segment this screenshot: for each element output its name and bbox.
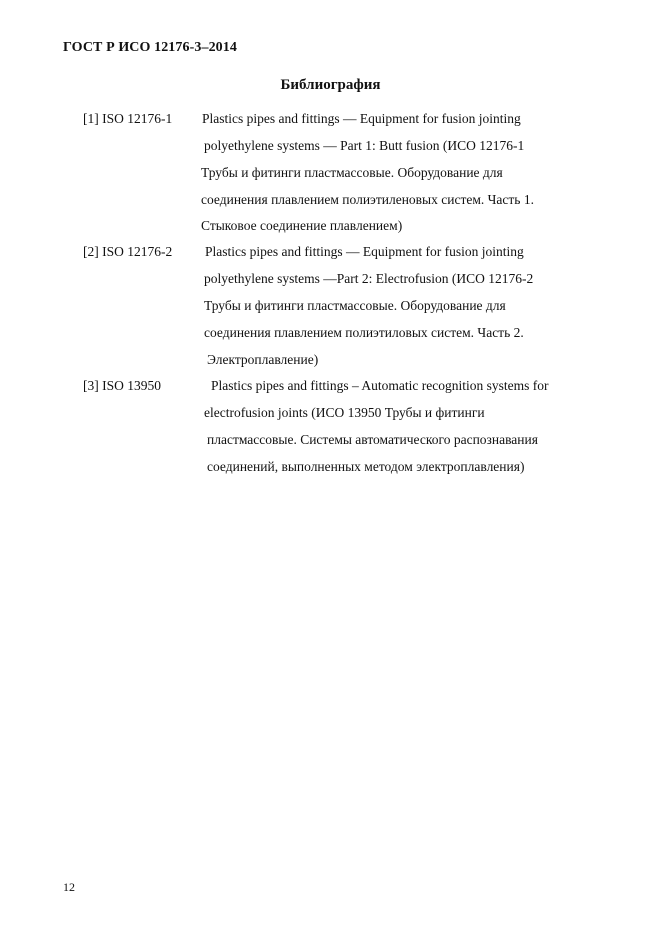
bibliography-title: Библиография (280, 77, 381, 93)
document-header: ГОСТ Р ИСО 12176-3–2014 (63, 40, 237, 55)
entry-1-ref: [1] ISO 12176-1 (83, 111, 173, 126)
entry-2-ref: [2] ISO 12176-2 (83, 244, 173, 259)
entry-2-line-2: polyethylene systems —Part 2: Electrofusion (ИСО 12176-2 (204, 271, 534, 286)
entry-1-line-3: Трубы и фитинги пластмассовые. Оборудование для (201, 165, 503, 180)
entry-3-line-2: electrofusion joints (ИСО 13950 Трубы и фитинги (204, 405, 485, 420)
entry-2-line-3: Трубы и фитинги пластмассовые. Оборудование для (204, 298, 506, 313)
entry-1-line-4: соединения плавлением полиэтиленовых систем. Часть 1. (201, 192, 534, 207)
entry-1-line-2: polyethylene systems — Part 1: Butt fusion (ИСО 12176-1 (204, 138, 525, 153)
entry-1-line-5: Стыковое соединение плавлением) (201, 218, 403, 233)
entry-3-line-4: соединений, выполненных методом электроплавления) (207, 459, 525, 474)
entry-2-line-1: Plastics pipes and fittings — Equipment for fusion jointing (205, 244, 524, 259)
entry-2-line-4: соединения плавлением полиэтиловых систем. Часть 2. (204, 325, 524, 340)
entry-3-line-1: Plastics pipes and fittings – Automatic recognition systems for (211, 378, 549, 393)
entry-1-line-1: Plastics pipes and fittings — Equipment for fusion jointing (202, 111, 521, 126)
entry-2-line-5: Электроплавление) (207, 352, 319, 367)
page-number: 12 (63, 880, 75, 894)
entry-3-line-3: пластмассовые. Системы автоматического распознавания (207, 432, 538, 447)
entry-3-ref: [3] ISO 13950 (83, 378, 161, 393)
